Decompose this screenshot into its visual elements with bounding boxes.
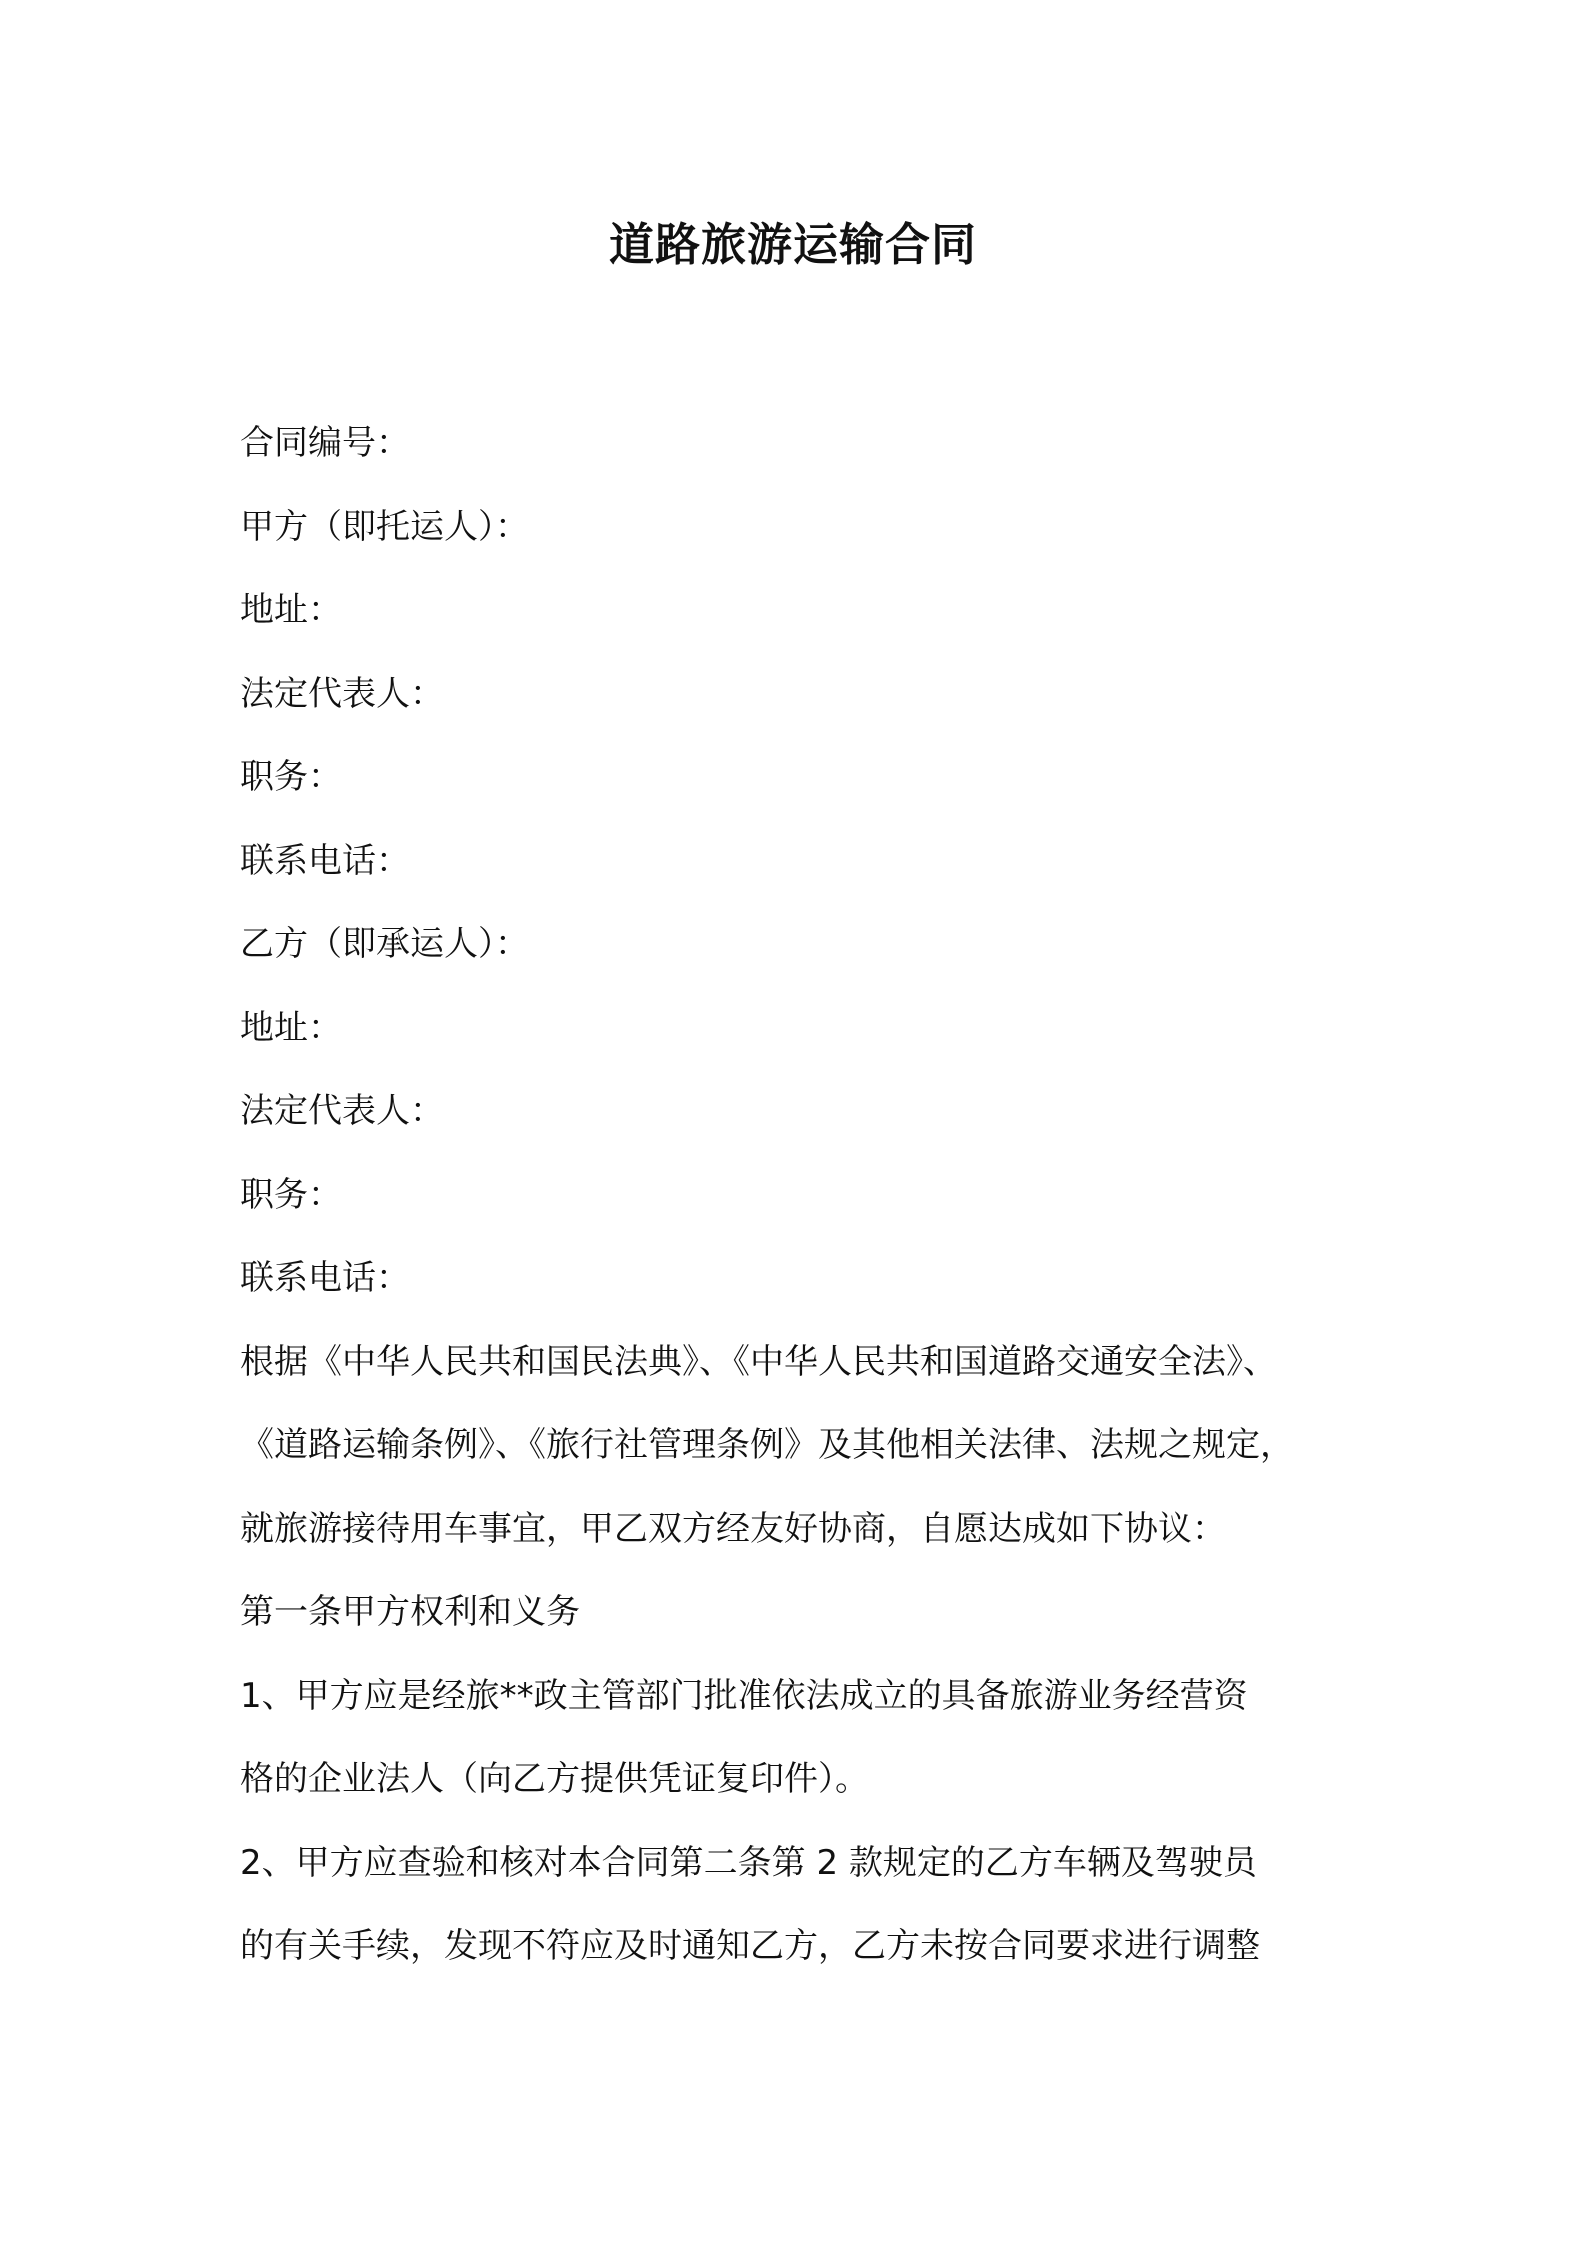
document-body (240, 402, 1380, 1989)
clause-2-line-1: 2、甲方应查验和核对本合同第二条第 2 款规定的乙方车辆及驾驶员 (240, 1842, 1257, 1883)
field-party-b: 乙方（即承运人）： (240, 924, 529, 964)
field-party-a-phone: 联系电话： (240, 840, 410, 881)
preamble-line-2: 《道路运输条例》、《旅行社管理条例》及其他相关法律、法规之规定， (240, 1425, 1294, 1465)
preamble-line-3: 就旅游接待用车事宜，甲乙双方经友好协商，自愿达成如下协议： (240, 1508, 1226, 1549)
preamble-line-1: 根据《中华人民共和国民法典》、《中华人民共和国道路交通安全法》、 (240, 1341, 1277, 1382)
field-party-b-address: 地址： (240, 1007, 342, 1048)
field-party-b-position: 职务： (240, 1174, 342, 1215)
field-party-a-address: 地址： (240, 590, 342, 630)
document-title: 道路旅游运输合同 (608, 218, 977, 271)
field-party-a-legal-rep: 法定代表人： (240, 673, 444, 714)
field-party-a: 甲方（即托运人）： (240, 506, 529, 547)
clause-1-line-2: 格的企业法人（向乙方提供凭证复印件）。 (240, 1759, 869, 1799)
field-party-a-position: 职务： (240, 757, 342, 797)
field-contract-number: 合同编号： (240, 423, 410, 463)
field-party-b-phone: 联系电话： (240, 1258, 410, 1298)
article-1-heading: 第一条甲方权利和义务 (240, 1592, 580, 1632)
clause-2-line-2: 的有关手续，发现不符应及时通知乙方，乙方未按合同要求进行调整 (240, 1926, 1260, 1966)
field-party-b-legal-rep: 法定代表人： (240, 1091, 444, 1131)
clause-1-line-1: 1、甲方应是经旅**政主管部门批准依法成立的具备旅游业务经营资 (240, 1675, 1248, 1716)
